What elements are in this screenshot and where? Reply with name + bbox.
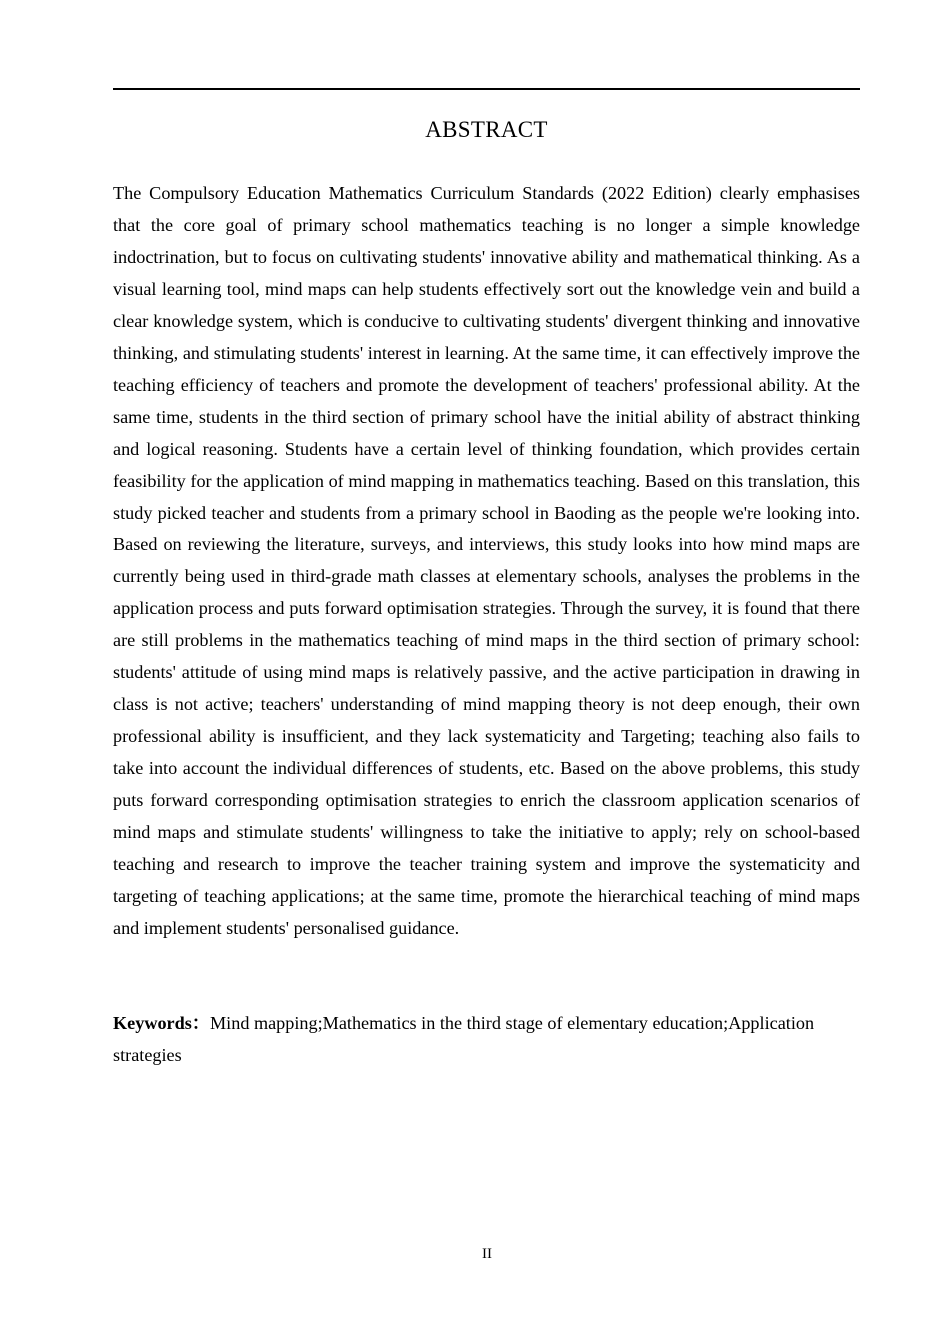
keywords-text: Mind mapping;Mathematics in the third stage of elementary education;Application strategies — [113, 1013, 815, 1065]
keywords-label: Keywords： — [113, 1013, 210, 1033]
abstract-body: The Compulsory Education Mathematics Curriculum Standards (2022 Edition) clearly emphasises that the core goal of primary school mathematics teaching is no longer a simple knowledge indoctrination, but to focus on cultivating students' innovative ability and mathematical thinking. As a visual learning tool, mind maps can help students effectively sort out the knowledge vein and build a clear knowledge system, which is conducive to cultivating students' divergent thinking and innovative thinking, and stimulating students' interest in learning. At the same time, it can effectively improve the teaching efficiency of teachers and promote the development of teachers' professional ability. At the same time, students in the third section of primary school have the initial ability of abstract thinking and logical reasoning. Students have a certain level of thinking foundation, which provides certain feasibility for the application of mind mapping in mathematics teaching. Based on this translation, this study picked teacher and students from a primary school in Baoding as the people we're looking into. Based on reviewing the literature, surveys, and interviews, this study looks into how mind maps are currently being used in third-grade math classes at elementary schools, analyses the problems in the application process and puts forward optimisation strategies. Through the survey, it is found that there are still problems in the mathematics teaching of mind maps in the third section of primary school: students' attitude of using mind maps is relatively passive, and the active participation in drawing in class is not active; teachers' understanding of mind mapping theory is not deep enough, their own professional ability is insufficient, and they lack systematicity and Targeting; teaching also fails to take into account the individual differences of students, etc. Based on the above problems, this study puts forward corresponding optimisation strategies to enrich the classroom application scenarios of mind maps and stimulate students' willingness to take the initiative to apply; rely on school-based teaching and research to improve the teacher training system and improve the systematicity and targeting of teaching applications; at the same time, promote the hierarchical teaching of mind maps and implement students' personalised guidance. — [113, 183, 860, 938]
keywords-line — [113, 1008, 860, 1072]
page-number: II — [482, 1246, 492, 1262]
header-rule — [113, 88, 860, 90]
abstract-title: ABSTRACT — [425, 117, 548, 142]
